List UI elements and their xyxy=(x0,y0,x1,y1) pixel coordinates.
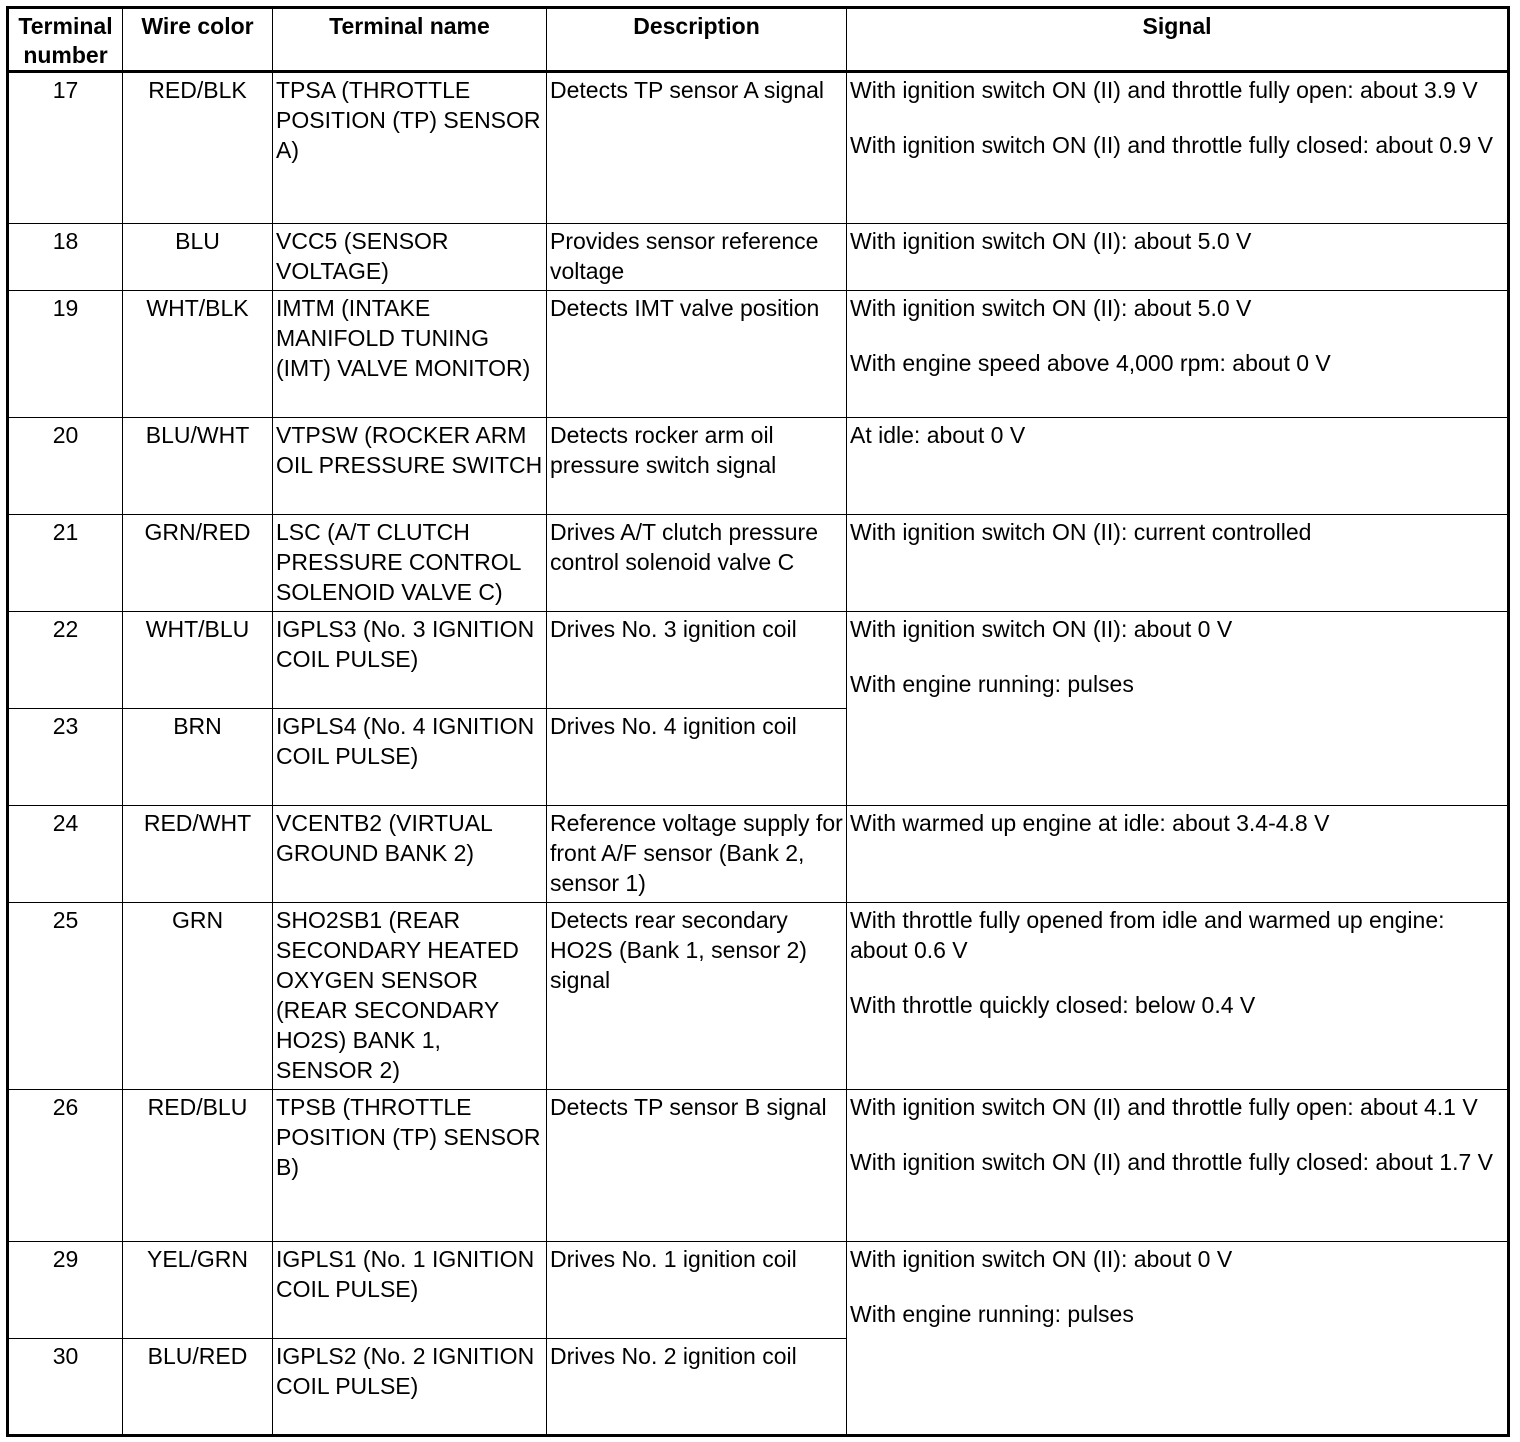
wire-color: RED/BLK xyxy=(123,72,273,224)
terminal-number: 24 xyxy=(8,806,123,903)
wire-color: BLU xyxy=(123,224,273,291)
description: Detects rear secondary HO2S (Bank 1, sensor 2) signal xyxy=(547,903,847,1090)
signal-line: With ignition switch ON (II) and throttle fully open: about 3.9 V xyxy=(850,77,1478,103)
terminal-number: 21 xyxy=(8,515,123,612)
table-row xyxy=(8,72,1509,224)
description: Reference voltage supply for front A/F sensor (Bank 2, sensor 1) xyxy=(547,806,847,903)
wire-color: YEL/GRN xyxy=(123,1242,273,1339)
terminal-number: 22 xyxy=(8,612,123,709)
description: Drives No. 1 ignition coil xyxy=(547,1242,847,1339)
header-row xyxy=(8,8,1509,72)
signal xyxy=(847,224,1509,291)
wire-color: BLU/RED xyxy=(123,1339,273,1436)
terminal-number: 17 xyxy=(8,72,123,224)
terminal-name: VTPSW (ROCKER ARM OIL PRESSURE SWITCH xyxy=(273,418,547,515)
signal-line: With engine speed above 4,000 rpm: about 0 V xyxy=(850,350,1331,376)
terminal-number: 29 xyxy=(8,1242,123,1339)
terminal-number: 26 xyxy=(8,1090,123,1242)
terminal-name: IGPLS2 (No. 2 IGNITION COIL PULSE) xyxy=(273,1339,547,1436)
table-row xyxy=(8,418,1509,515)
header-description: Description xyxy=(547,8,847,72)
description: Drives No. 2 ignition coil xyxy=(547,1339,847,1436)
header-wire-color: Wire color xyxy=(123,8,273,72)
signal-line: With engine running: pulses xyxy=(850,1301,1134,1327)
terminal-name: IGPLS4 (No. 4 IGNITION COIL PULSE) xyxy=(273,709,547,806)
description: Detects IMT valve position xyxy=(547,291,847,418)
terminal-number: 19 xyxy=(8,291,123,418)
header-terminal-number: Terminal number xyxy=(8,8,123,72)
wire-color: BLU/WHT xyxy=(123,418,273,515)
signal xyxy=(847,806,1509,903)
table-row xyxy=(8,291,1509,418)
description: Drives No. 4 ignition coil xyxy=(547,709,847,806)
table-row xyxy=(8,224,1509,291)
signal xyxy=(847,515,1509,612)
header-signal: Signal xyxy=(847,8,1509,72)
description: Provides sensor reference voltage xyxy=(547,224,847,291)
signal-line: With ignition switch ON (II): about 5.0 V xyxy=(850,295,1252,321)
signal-line: At idle: about 0 V xyxy=(850,422,1026,448)
signal-line: With ignition switch ON (II): current controlled xyxy=(850,519,1312,545)
description: Detects rocker arm oil pressure switch signal xyxy=(547,418,847,515)
table-row xyxy=(8,903,1509,1090)
signal xyxy=(847,612,1509,806)
signal-line: With throttle fully opened from idle and warmed up engine: about 0.6 V xyxy=(850,907,1445,963)
description: Detects TP sensor B signal xyxy=(547,1090,847,1242)
signal-line: With ignition switch ON (II) and throttle fully open: about 4.1 V xyxy=(850,1094,1478,1120)
signal-line: With ignition switch ON (II): about 0 V xyxy=(850,616,1233,642)
terminal-number: 30 xyxy=(8,1339,123,1436)
table-row xyxy=(8,1242,1509,1339)
terminal-name: LSC (A/T CLUTCH PRESSURE CONTROL SOLENOID VALVE C) xyxy=(273,515,547,612)
terminal-number: 25 xyxy=(8,903,123,1090)
wire-color: RED/WHT xyxy=(123,806,273,903)
terminal-name: IGPLS1 (No. 1 IGNITION COIL PULSE) xyxy=(273,1242,547,1339)
terminal-number: 20 xyxy=(8,418,123,515)
terminal-number: 18 xyxy=(8,224,123,291)
wire-color: WHT/BLU xyxy=(123,612,273,709)
wire-color: RED/BLU xyxy=(123,1090,273,1242)
terminal-name: TPSA (THROTTLE POSITION (TP) SENSOR A) xyxy=(273,72,547,224)
terminal-name: SHO2SB1 (REAR SECONDARY HEATED OXYGEN SENSOR (REAR SECONDARY HO2S) BANK 1, SENSOR 2) xyxy=(273,903,547,1090)
wire-color: GRN/RED xyxy=(123,515,273,612)
terminal-name: TPSB (THROTTLE POSITION (TP) SENSOR B) xyxy=(273,1090,547,1242)
signal-line: With warmed up engine at idle: about 3.4-4.8 V xyxy=(850,810,1330,836)
table-row xyxy=(8,806,1509,903)
signal-line: With throttle quickly closed: below 0.4 V xyxy=(850,992,1256,1018)
terminal-name: VCC5 (SENSOR VOLTAGE) xyxy=(273,224,547,291)
wire-color: WHT/BLK xyxy=(123,291,273,418)
description: Detects TP sensor A signal xyxy=(547,72,847,224)
signal xyxy=(847,903,1509,1090)
signal-line: With ignition switch ON (II): about 0 V xyxy=(850,1246,1233,1272)
wire-color: GRN xyxy=(123,903,273,1090)
signal xyxy=(847,1242,1509,1436)
table-row xyxy=(8,612,1509,709)
terminal-number: 23 xyxy=(8,709,123,806)
description: Drives No. 3 ignition coil xyxy=(547,612,847,709)
signal xyxy=(847,72,1509,224)
signal-line: With ignition switch ON (II) and throttle fully closed: about 0.9 V xyxy=(850,132,1494,158)
signal-line: With ignition switch ON (II): about 5.0 V xyxy=(850,228,1252,254)
description: Drives A/T clutch pressure control solenoid valve C xyxy=(547,515,847,612)
signal-line: With ignition switch ON (II) and throttle fully closed: about 1.7 V xyxy=(850,1149,1494,1175)
header-terminal-name: Terminal name xyxy=(273,8,547,72)
signal xyxy=(847,1090,1509,1242)
signal-line: With engine running: pulses xyxy=(850,671,1134,697)
signal xyxy=(847,418,1509,515)
terminal-table xyxy=(6,6,1510,1437)
wire-color: BRN xyxy=(123,709,273,806)
signal xyxy=(847,291,1509,418)
table-row xyxy=(8,1090,1509,1242)
terminal-name: IMTM (INTAKE MANIFOLD TUNING (IMT) VALVE MONITOR) xyxy=(273,291,547,418)
terminal-name: IGPLS3 (No. 3 IGNITION COIL PULSE) xyxy=(273,612,547,709)
table-row xyxy=(8,515,1509,612)
terminal-name: VCENTB2 (VIRTUAL GROUND BANK 2) xyxy=(273,806,547,903)
